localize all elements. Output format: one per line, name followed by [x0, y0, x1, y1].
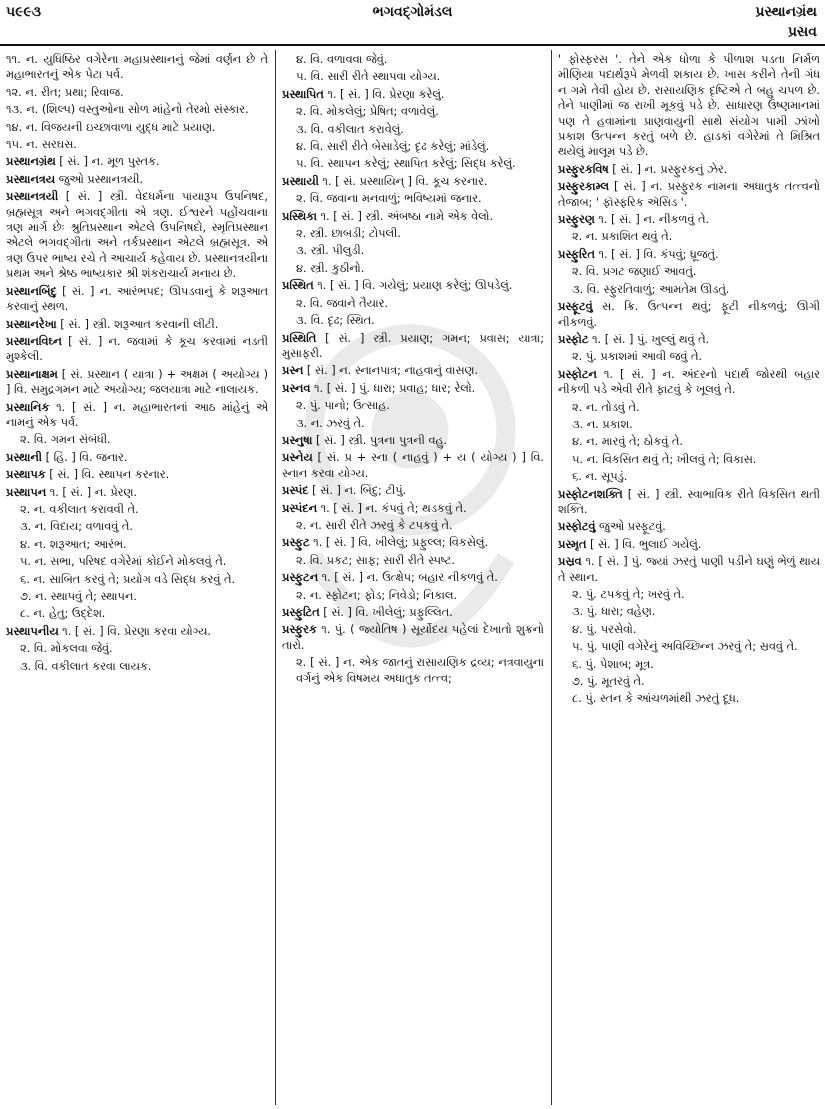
definition-text: ૧. [ સં. પ્રસ્થાયિન્ ] વિ. કૂચ કરનાર.	[318, 174, 488, 188]
definition-text: ૭. પું. મૂતરવું તે.	[572, 675, 645, 689]
definition-text: ૧૪. ન. વિજયની ઇચ્છાવાળા યુદ્ધ માટે પ્રયાણ.	[6, 120, 216, 134]
definition-text: ૫. વિ. સારી રીતે સ્થાપવા યોગ્ય.	[296, 70, 441, 84]
dictionary-entry	[558, 162, 820, 177]
headword: પ્રસ્ફોટવું	[558, 520, 596, 534]
definition-text: ૧. [ સં. ] ન. ઉત્ક્ષેપ; બહાર નીકળવું તે.	[317, 571, 498, 585]
definition-text: ૧. પું. ( જ્યોતિષ ) સૂર્યોદય પહેલાં દેખાતો શુક્રનો તારો.	[282, 623, 544, 652]
dictionary-entry	[282, 209, 544, 224]
definition-text: ૧. [ સં. ] પું. ખુલ્લું થવું તે.	[588, 332, 710, 346]
definition-text: ' ફોસ્ફરસ '. તેને એક ધોળા કે પીળાશ પડતા નિર્મળ મીણિયા પદાર્થરૂપે મેળવી શકાય છે. ખાસ કરીને તેની ગંધ ન ગમે તેવી હોય છે. રાસાયણિક દૃષ્ટિએ તે બહુ ચપળ છે. તેને પાણીમાં જ રાખી મૂકવું પડે છે. સાધારણ ઉષ્ણમાનમાં પણ તે હવામાંના પ્રાણવાયુની સાથે સંયોગ પામી ઝાંખો પ્રકાશ ઉત્પન્ન કરતું બળે છે. હાડકાં વગેરેમાં તે મિશ્રિત થયેલું માલૂમ પડે છે.	[558, 53, 820, 159]
sense-line	[558, 417, 820, 432]
definition-text: ૫. ન. વિકસિત થવું તે; ખીલવું તે; વિકાસ.	[572, 452, 757, 466]
definition-text: [ હિં. ] વિ. જનાર.	[42, 450, 128, 464]
definition-text: [ સં. ] ન. જવામાં કે કૂચ કરવામાં નડતી મુશ્કેલી.	[6, 334, 268, 364]
definition-text: ૨. ન. તોડવું તે.	[572, 400, 640, 414]
headword: પ્રસ્થાનવિઘ્ન	[6, 334, 62, 348]
sense-line	[6, 572, 268, 587]
sense-line	[6, 120, 268, 135]
sense-line	[6, 659, 268, 674]
definition-text: ૧. [ સં. ] સ્ત્રી. અંબષ્ઠા નામે એક વેલો.	[316, 209, 494, 223]
definition-text: ૪. વિ. સારી રીતે બેસાડેલું; દૃઢ કરેલું; માંડેલું.	[296, 140, 490, 154]
headword: પ્રસ્થાનાક્ષમ	[6, 367, 58, 381]
definition-text: સ. ક્રિ. ઉત્પન્ન થવું; ફૂટી નીકળવું; ઊગી નીકળવું.	[558, 300, 820, 329]
dictionary-entry	[558, 367, 820, 398]
definition-text: ૫. ન. સભા, પરિષદ વગેરેમાં કોઈને મોકલવું તે.	[20, 555, 227, 569]
definition-text: ૩. વિ. સ્ફુરતિવાળું; આમતેમ ઊડતું.	[572, 282, 730, 296]
dictionary-entry	[6, 172, 268, 187]
dictionary-entry	[6, 317, 268, 332]
sense-line	[6, 554, 268, 569]
definition-text: ૧૫. ન. સરઘસ.	[6, 138, 77, 152]
sense-line	[558, 469, 820, 484]
definition-text: ૨. ન. સારી રીતે ઝરવું કે ટપકવું તે.	[296, 518, 453, 532]
definition-text: ૧. [ સં. ] ન. અંદરનો પદાર્થ જોરથી બહાર નીકળી પડે એવી રીતે ફાટવું કે ખૂલવું તે.	[558, 367, 820, 397]
dictionary-entry	[558, 554, 820, 585]
dictionary-entry	[282, 381, 544, 396]
sense-line	[6, 52, 268, 83]
column-divider-2	[551, 50, 552, 1105]
definition-text: ૪. ન. શરૂઆત; આરંભ.	[20, 537, 127, 551]
sense-line	[6, 102, 268, 117]
dictionary-entry	[282, 278, 544, 293]
sense-line	[282, 122, 544, 137]
dictionary-entry	[282, 433, 544, 448]
definition-text: ૨. સ્ત્રી. છાબડી; ટોપલી.	[296, 227, 401, 241]
sense-line	[558, 229, 820, 244]
definition-text: ૨. વિ. જવાને તૈયાર.	[296, 296, 389, 310]
definition-text: ૨. વિ. મોકલેલું; પ્રેષિત; વળાવેલું.	[296, 105, 439, 119]
definition-text: [ સં. ] સ્ત્રી. સ્વાભાવિક રીતે વિકસિત થતી શક્તિ.	[558, 487, 820, 516]
definition-text: [ સં. ] ન. બિંદુ; ટીપું.	[308, 484, 407, 498]
sense-line	[282, 313, 544, 328]
sense-line	[6, 589, 268, 604]
definition-text: ૧. [ સં. ] વિ. પ્રેરણા કરવા યોગ્ય.	[58, 624, 211, 638]
definition-text: ૧૧. ન. યુધિષ્ઠિર વગેરેના મહાપ્રસ્થાનનું જેમાં વર્ણન છે તે મહાભારતનું એક પેટા પર્વ.	[6, 53, 268, 82]
definition-text: ૪. પું. પરસેવો.	[572, 622, 637, 636]
dictionary-entry	[282, 570, 544, 585]
definition-text: [ સં. ] વિ. ખીલેલું; પ્રફુલ્લિત.	[319, 606, 453, 619]
definition-text: ૩. સ્ત્રી. પીલુડી.	[296, 244, 365, 258]
dictionary-entry	[6, 154, 268, 169]
sense-line	[6, 537, 268, 552]
dictionary-entry	[558, 212, 820, 227]
definition-text: ૮. પું. સ્તન કે આંચળમાંથી ઝરતું દૂધ.	[572, 692, 740, 706]
sense-line	[558, 639, 820, 654]
sense-line	[558, 282, 820, 297]
headword: પ્રસ્થાપક	[6, 468, 46, 482]
sense-line	[282, 52, 544, 67]
dictionary-entry	[282, 622, 544, 653]
dictionary-entry	[558, 179, 820, 210]
headword: પ્રસ્રવ	[558, 555, 582, 569]
headword: પ્રસ્થાનત્રયી	[6, 190, 59, 204]
headword: પ્રસ્પંદન	[282, 501, 317, 515]
sense-line	[282, 398, 544, 413]
dictionary-entry	[6, 467, 268, 482]
dictionary-entry	[282, 363, 544, 378]
definition-text: ૨. ન. વકીલાત કરાવવી તે.	[20, 502, 139, 516]
headword: પ્રસ્થિકા	[282, 209, 317, 223]
sense-line	[6, 85, 268, 100]
dictionary-entry	[558, 299, 820, 330]
dictionary-entry	[558, 537, 820, 552]
definition-text: ૧. [ સં. ] પું. ધારા; પ્રવાહ; ધાર; રેલો.	[310, 381, 476, 395]
dictionary-entry	[282, 605, 544, 620]
headword: પ્રસ્થિતિ	[282, 331, 317, 345]
definition-text: ૫. વિ. સ્થાપન કરેલું; સ્થાપિત કરેલું; સિદ્ધ કરેલું.	[296, 157, 516, 171]
header-rule	[0, 44, 825, 46]
definition-text: જુઓ પ્રસ્થાનત્રયી.	[54, 172, 144, 186]
headword: પ્રસ્થાનગ્રંથ	[6, 155, 56, 169]
sense-line	[282, 518, 544, 533]
sense-line	[282, 69, 544, 84]
definition-text: [ સં. પ્રસ્થાન ( યાત્રા ) + અક્ષમ ( અયોગ્ય ) ] વિ. સમુદ્રગમન માટે અયોગ્ય; જલયાત્રા માટે નાલાયક.	[6, 367, 268, 397]
sense-line	[282, 655, 544, 686]
definition-text: ૩. ન. ઝરવું તે.	[296, 416, 365, 430]
headword: પ્રસ્થાનબિંદુ	[6, 284, 57, 298]
headword: પ્રસ્ફુરકવિષ	[558, 162, 609, 176]
sense-line	[282, 139, 544, 154]
definition-text: [ સં. ] સ્ત્રી. પુત્રના પુત્રની વહુ.	[312, 433, 448, 447]
sense-line	[558, 691, 820, 706]
dictionary-entry	[282, 331, 544, 362]
definition-text: ૨. વિ. જવાના મનવાળું; ભવિષ્યમાં જનાર.	[296, 192, 482, 206]
headword: પ્રસ્પંદ	[282, 484, 309, 498]
definition-text: ૨. વિ. ગમન સંબંધી.	[20, 433, 111, 447]
definition-text: ૧. [ સં. ] વિ. ખીલેલું; પ્રફુલ્લ; વિકસેલું.	[309, 536, 489, 550]
definition-text: [ સં. ] વિ. સ્થાપન કરનાર.	[45, 468, 170, 482]
sense-line	[558, 622, 820, 637]
definition-text: ૨. વિ. પ્રકટ; સાફ; સારી રીતે સ્પષ્ટ.	[296, 553, 455, 567]
headword: પ્રસ્ફુરક	[282, 623, 317, 637]
headword: પ્રસ્ફુટિત	[282, 606, 320, 619]
sense-line	[558, 52, 820, 160]
sense-line	[558, 657, 820, 672]
definition-text: [ સં. ] સ્ત્રી. પ્રયાણ; ગમન; પ્રવાસ; યાત્રા; મુસાફરી.	[282, 331, 544, 360]
sense-line	[558, 604, 820, 619]
headword: પ્રસ્થાપિત	[282, 87, 324, 101]
sense-line	[558, 264, 820, 279]
headword: પ્રસ્મૃત	[558, 537, 587, 551]
book-title: ભગવદ્ગોમંડલ	[372, 4, 453, 20]
definition-text: ૪. ન. મારવું તે; ઠોકવું તે.	[572, 435, 683, 449]
dictionary-entry	[6, 400, 268, 431]
definition-text: ૨. ન. સ્ફોટન; ફોડ; નિવેડો; નિકાલ.	[296, 588, 458, 602]
definition-text: [ સં. ] ન. પ્રસ્ફુરક નામના અધાતુક તત્ત્વનો તેજાબ; ' ફૉસ્ફરિક ઍસિડ '.	[558, 180, 820, 209]
sense-line	[6, 641, 268, 656]
definition-text: ૧. [ સં. ] વિ. કંપવું; ધ્રૂજતું.	[594, 247, 719, 261]
definition-text: ૮. ન. હેતુ; ઉદ્દેશ.	[20, 607, 106, 621]
definition-text: ૩. ન. વિદાય; વળાવવું તે.	[20, 520, 133, 534]
sense-line	[282, 296, 544, 311]
sense-line	[282, 191, 544, 206]
column-3	[558, 52, 820, 1104]
definition-text: [ સં. ] ન. આરંભપદ; ઊપડવાનું કે શરૂઆત કરવાનું સ્થળ.	[6, 284, 268, 314]
definition-text: ૬. પું. પેશાબ; મૂત્ર.	[572, 657, 654, 671]
definition-text: ૩. વિ. દૃઢ; સ્થિત.	[296, 314, 375, 328]
sense-line	[558, 400, 820, 415]
definition-text: ૨. વિ. મોકલવા જેવું.	[20, 642, 113, 656]
headword: પ્રસ્ફોટ	[558, 332, 589, 346]
definition-text: ૬. ન. સૂપડું.	[572, 470, 628, 484]
definition-text: [ સં. ] ન. મૂળ પુસ્તક.	[55, 155, 160, 169]
dictionary-entry	[558, 332, 820, 347]
definition-text: ૩. વિ. વકીલાત કરવા લાયક.	[20, 659, 152, 673]
definition-text: ૩. વિ. વકીલાત કરાવેલું.	[296, 122, 404, 136]
sense-line	[6, 606, 268, 621]
sense-line	[282, 226, 544, 241]
dictionary-entry	[282, 483, 544, 498]
dictionary-entry	[6, 485, 268, 500]
headword: પ્રસ્થાનત્રય	[6, 172, 55, 186]
definition-text: [ સં. ] વિ. ભુલાઈ ગયેલું.	[586, 537, 702, 551]
definition-text: ૩. પું. ધારા; વહેણ.	[572, 605, 656, 619]
sense-line	[282, 553, 544, 568]
headword: પ્રસ્ફોટનશક્તિ	[558, 487, 623, 501]
definition-text: ૨. પું. ટપકવું તે; ખરવું તે.	[572, 588, 685, 601]
definition-text: [ સં. ] ન. પ્રસ્ફુરકનું ઝેર.	[608, 162, 728, 176]
page-number: ૫૯૯૩	[6, 4, 42, 20]
definition-text: ૧. [ સં. ] ન. કંપવું તે; થડકવું તે.	[317, 501, 467, 515]
dictionary-entry	[282, 87, 544, 102]
definition-text: જુઓ પ્રસ્ફૂટવું.	[595, 520, 666, 534]
headword: પ્રસ્નેય	[282, 451, 313, 465]
sense-line	[558, 452, 820, 467]
sense-line	[282, 261, 544, 276]
headword: પ્રસ્થાનિક	[6, 400, 50, 414]
definition-text: ૫. પું. પાણી વગેરેનું અવિચ્છિન્ન ઝરવું તે; સ્રવવું તે.	[572, 640, 798, 654]
headword: પ્રસ્ન	[282, 364, 304, 378]
sense-line	[6, 519, 268, 534]
sense-line	[558, 674, 820, 689]
definition-text: ૧. [ સં. ] ન. નીકળવું તે.	[594, 213, 710, 227]
headword: પ્રસ્ફૂટવું	[558, 300, 593, 314]
definition-text: ૧. [ સં. ] વિ. ગયેલું; પ્રયાણ કરેલું; ઊપડેલું.	[313, 279, 513, 293]
headword: પ્રસ્નવ	[282, 381, 311, 395]
definition-text: ૬. ન. સાબિત કરવું તે; પ્રયોગ વડે સિદ્ધ કરવું તે.	[20, 572, 236, 586]
definition-text: ૧. [ સં. ] પું. જ્યાં ઝરતું પાણી પડીને ઘણું ભેળું થાય તે સ્થાન.	[558, 555, 820, 584]
dictionary-entry	[282, 174, 544, 189]
dictionary-entry	[6, 189, 268, 281]
definition-text: [ સં. ] ન. સ્નાનપાત્ર; નાહવાનું વાસણ.	[303, 364, 478, 378]
headword: પ્રસ્ફુરણ	[558, 213, 595, 227]
headword: પ્રસ્થાપન	[6, 485, 47, 499]
headword: પ્રસ્ફુટ	[282, 536, 310, 550]
definition-text: ૪. વિ. વળાવવા જેવું.	[296, 53, 388, 66]
first-headword-guide: પ્રસ્થાનગ્રંથ	[755, 4, 817, 20]
headword: પ્રસ્ફુરિત	[558, 247, 595, 261]
dictionary-entry	[558, 519, 820, 534]
column-divider-1	[275, 50, 276, 1105]
definition-text: ૧૩. ન. (શિલ્પ) વસ્તુઓના સોળ માંહેનો તેરમો સંસ્કાર.	[6, 103, 249, 117]
definition-text: [ સં. ] સ્ત્રી. વેદધર્મના પાયારૂપ ઉપનિષદ, બ્રહ્મસૂત્ર અને ભગવદ્ગીતા એ ત્રણ. ઈશ્વરને પહોંચવાના ત્રણ માર્ગ છેઃ શ્રુતિપ્રસ્થાન એટલે ઉપનિષદો, સ્મૃતિપ્રસ્થાન એટલે ભગવદ્ગીતા અને તર્કપ્રસ્થાન એટલે બ્રહ્મસૂત્ર. એ ત્રણ ઉપર ભાષ્ય રચે તે આચાર્ય કહેવાય છે. પ્રસ્થાનત્રયીના પ્રથમ અને શ્રેષ્ઠ ભાષ્યકાર શ્રી શંકરાચાર્ય મનાય છે.	[6, 190, 268, 281]
last-headword-guide: પ્રસવ	[787, 24, 817, 40]
sense-line	[282, 156, 544, 171]
headword: પ્રસ્થાપનીય	[6, 624, 59, 638]
sense-line	[558, 434, 820, 449]
sense-line	[282, 416, 544, 431]
headword: પ્રસ્ફુરકામ્લ	[558, 180, 609, 194]
definition-text: ૧. [ સં. ] વિ. પ્રેરણા કરેલું.	[323, 87, 445, 101]
dictionary-entry	[6, 367, 268, 398]
column-1	[6, 52, 268, 1104]
dictionary-entry	[6, 450, 268, 465]
headword: પ્રસ્થાનરેખા	[6, 317, 57, 331]
definition-text: ૨. પું. પાનો; ઉત્સાહ.	[296, 399, 390, 413]
sense-line	[6, 432, 268, 447]
definition-text: [ સં. પ્ર + સ્ના ( નાહવું ) + ય ( યોગ્ય ) ] વિ. સ્નાન કરવા યોગ્ય.	[282, 451, 544, 480]
headword: પ્રસ્થાયી	[282, 174, 319, 188]
definition-text: ૨. [ સં. ] ન. એક જાતનું રાસાયણિક દ્રવ્ય; નત્રવાયુના વર્ગનું એક વિષમય અધાતુક તત્ત્વ;	[296, 656, 544, 685]
headword: પ્રસ્થાની	[6, 450, 43, 464]
definition-text: ૨. ન. પ્રકાશિત થવું તે.	[572, 230, 673, 244]
sense-line	[282, 243, 544, 258]
definition-text: ૨. પું. પ્રકાશમાં આવી જવું તે.	[572, 350, 703, 364]
sense-line	[282, 588, 544, 603]
definition-text: ૪. સ્ત્રી. કુઠીનો.	[296, 261, 365, 275]
headword: પ્રસ્થિત	[282, 279, 314, 293]
sense-line	[6, 502, 268, 517]
dictionary-entry	[558, 247, 820, 262]
dictionary-entry	[6, 624, 268, 639]
definition-text: ૧૨. ન. રીત; પ્રથા; રિવાજ.	[6, 85, 124, 99]
sense-line	[558, 349, 820, 364]
sense-line	[6, 137, 268, 152]
headword: પ્રસ્ફુટન	[282, 571, 318, 585]
sense-line	[558, 587, 820, 602]
dictionary-entry	[6, 284, 268, 315]
definition-text: [ સં. ] સ્ત્રી. શરૂઆત કરવાની લીટી.	[56, 317, 219, 331]
dictionary-entry	[558, 487, 820, 518]
dictionary-entry	[282, 450, 544, 481]
dictionary-entry	[282, 501, 544, 516]
dictionary-entry	[282, 535, 544, 550]
definition-text: ૨. વિ. પ્રગટ જણાઈ આવતું.	[572, 265, 697, 279]
definition-text: ૭. ન. સ્થાપવું તે; સ્થાપન.	[20, 590, 137, 603]
definition-text: ૩. ન. પ્રકાશ.	[572, 417, 633, 431]
headword: પ્રસ્ફોટન	[558, 367, 597, 381]
definition-text: ૧. [ સં. ] ન. પ્રેરણ.	[46, 485, 137, 499]
definition-text: ૧. [ સં. ] ન. મહાભારતનાં આઠ માંહેનું એ નામનું એક પર્વ.	[6, 400, 268, 429]
column-2	[282, 52, 544, 1104]
headword: પ્રસ્નુષા	[282, 433, 313, 447]
dictionary-entry	[6, 334, 268, 365]
page-header	[0, 0, 825, 46]
sense-line	[282, 104, 544, 119]
